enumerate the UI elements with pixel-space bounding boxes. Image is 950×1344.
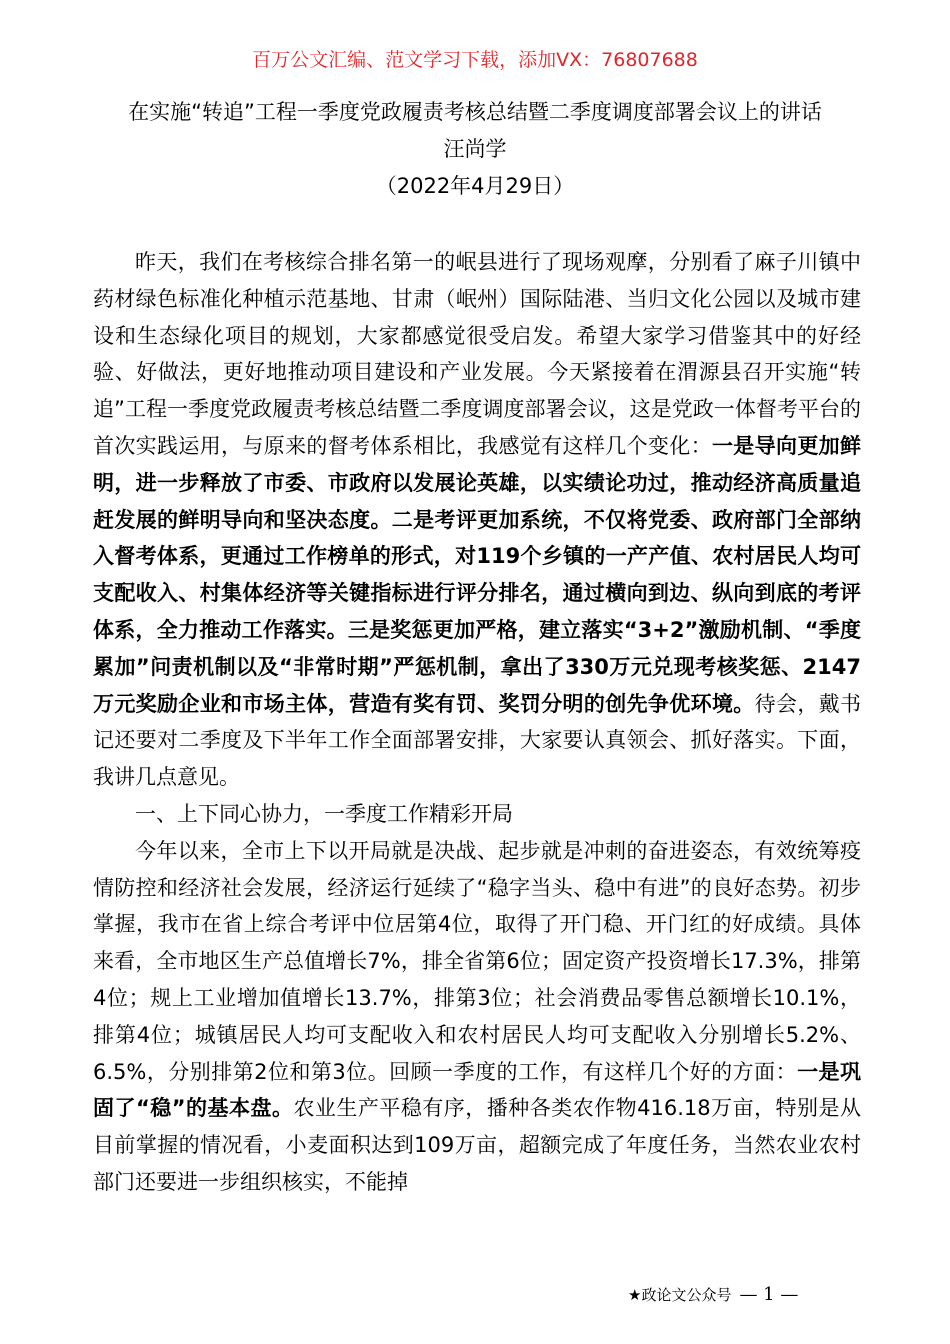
section-heading-1: 一、上下同心协力，一季度工作精彩开局 xyxy=(135,801,513,826)
speech-date: （2022年4月29日） xyxy=(375,174,575,198)
footer-source: ★政论文公众号 xyxy=(628,1286,732,1304)
section-1-text: 今年以来，全市上下以开局就是决战、起步就是冲刺的奋进姿态，有效统筹疫情防控和经济社会发展，经济运行延续了“稳字当头、稳中有进”的良好态势。初步掌握，我市在省上综合考评中位居第4位，取得了开门稳、开门红的好成绩。具体来看，全市地区生产总值增长7%，排全省第6位；固定资产投资增长17.3%，排第4位；规上工业增加值增长13.7%，排第3位；社会消费品零售总额增长10.1%，排第4位；城镇居民人均可支配收入和农村居民人均可支配收入分别增长5.2%、6.5%，分别排第2位和第3位。回顾一季度的工作，有这样几个好的方面： xyxy=(93,838,861,1084)
speaker-name: 汪尚学 xyxy=(443,137,507,161)
intro-text-end: 待会，戴书记还要对二季度及下半年工作全面部署安排，大家要认真领会、抓好落实。下面，我讲几点意见。 xyxy=(93,691,862,790)
intro-bold-changes: 一是导向更加鲜明，进一步释放了市委、市政府以发展论英雄，以实绩论功过，推动经济高质量追赶发展的鲜明导向和坚决态度。二是考评更加系统，不仅将党委、政府部门全部纳入督考体系，更通过工作榜单的形式，对119个乡镇的一产产值、农村居民人均可支配收入、村集体经济等关键指标进行评分排名，通过横向到边、纵向到底的考评体系，全力推动工作落实。三是奖惩更加严格，建立落实“3+2”激励机制、“季度累加”问责机制以及“非常时期”严惩机制，拿出了330万元兑现考核奖惩、2147万元奖励企业和市场主体，营造有奖有罚、奖罚分明的创先争优环境。 xyxy=(93,433,862,716)
page-footer xyxy=(628,1284,798,1306)
paragraph-intro xyxy=(93,244,861,796)
intro-text: 昨天，我们在考核综合排名第一的岷县进行了现场观摩，分别看了麻子川镇中药材绿色标准化种植示范基地、甘肃（岷州）国际陆港、当归文化公园以及城市建设和生态绿化项目的规划，大家都感觉很受启发。希望大家学习借鉴其中的好经验、好做法，更好地推动项目建设和产业发展。今天紧接着在渭源县召开实施“转追”工程一季度党政履责考核总结暨二季度调度部署会议，这是党政一体督考平台的首次实践运用，与原来的督考体系相比，我感觉有这样几个变化： xyxy=(93,250,861,458)
page-number: — 1 — xyxy=(739,1284,799,1305)
section-1-bold-point: 一是巩固了“稳”的基本盘。 xyxy=(93,1059,861,1121)
paragraph-section-1 xyxy=(93,833,861,1201)
speech-body xyxy=(93,244,861,1201)
download-banner: 百万公文汇编、范文学习下载，添加VX：76807688 xyxy=(252,49,698,71)
section-1-text-end: 农业生产平稳有序，播种各类农作物416.18万亩，特别是从目前掌握的情况看，小麦面积达到109万亩，超额完成了年度任务，当然农业农村部门还要进一步组织核实，不能掉 xyxy=(93,1096,862,1194)
speech-title: 在实施“转追”工程一季度党政履责考核总结暨二季度调度部署会议上的讲话 xyxy=(128,100,822,124)
